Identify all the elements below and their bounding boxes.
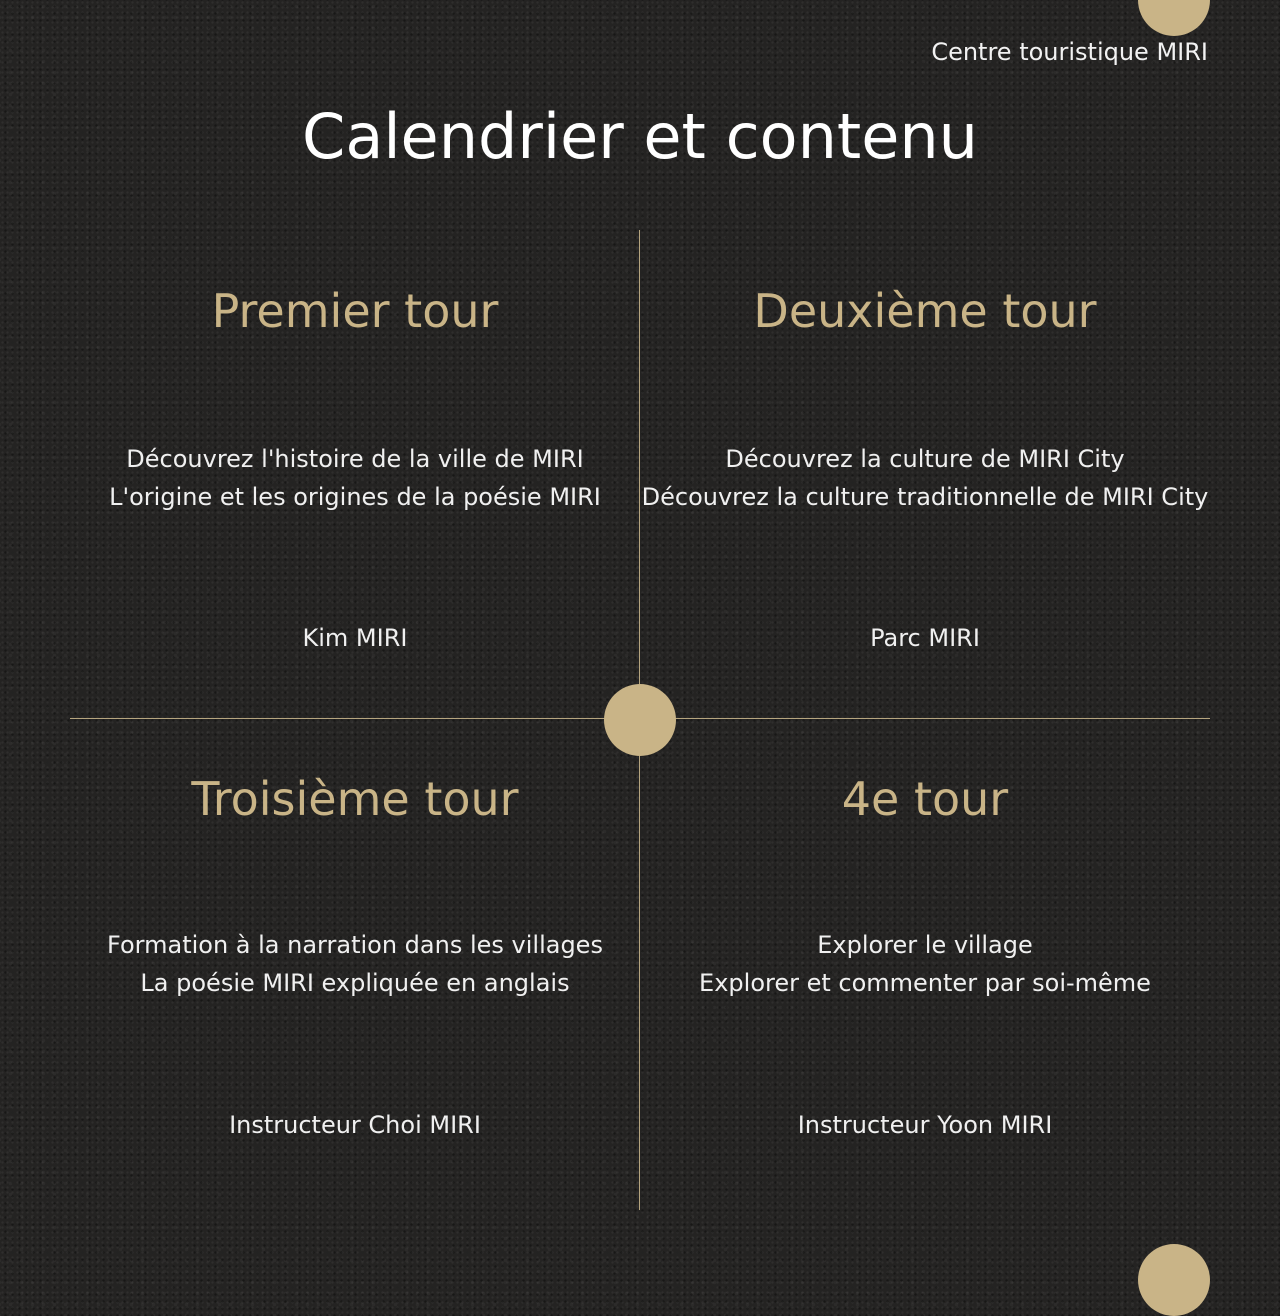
tour-heading: Premier tour	[211, 284, 499, 338]
tour-description-line: Découvrez la culture traditionnelle de MIRI City	[641, 483, 1209, 511]
tour-3-instructor	[70, 1111, 640, 1139]
tour-instructor: Kim MIRI	[302, 624, 408, 652]
tour-1-description	[70, 440, 640, 516]
tour-4-instructor	[640, 1111, 1210, 1139]
tour-description-line: Formation à la narration dans les villages	[107, 931, 603, 959]
page-title: Calendrier et contenu	[302, 100, 978, 173]
tour-description-line: Découvrez la culture de MIRI City	[725, 445, 1125, 473]
tour-description-line: Explorer le village	[817, 931, 1033, 959]
tour-1-heading	[70, 284, 640, 338]
tour-3-description	[70, 926, 640, 1002]
tour-heading: Troisième tour	[191, 772, 519, 826]
tour-heading: Deuxième tour	[753, 284, 1097, 338]
tour-description-line: Explorer et commenter par soi-même	[699, 969, 1151, 997]
tour-instructor: Instructeur Choi MIRI	[229, 1111, 481, 1139]
brand-name: Centre touristique MIRI	[931, 38, 1208, 66]
tour-description-line: Découvrez l'histoire de la ville de MIRI	[126, 445, 584, 473]
decorative-circle-bottom	[1138, 1244, 1210, 1316]
tour-4-description	[640, 926, 1210, 1002]
tour-heading: 4e tour	[841, 772, 1009, 826]
tour-instructor: Parc MIRI	[870, 624, 980, 652]
decorative-circle-top	[1138, 0, 1210, 36]
center-circle	[604, 684, 676, 756]
tour-description-line: L'origine et les origines de la poésie MIRI	[109, 483, 601, 511]
tour-2-description	[640, 440, 1210, 516]
tour-2-heading	[640, 284, 1210, 338]
tour-2-instructor	[640, 624, 1210, 652]
tour-4-heading	[640, 772, 1210, 826]
tour-3-heading	[70, 772, 640, 826]
tour-instructor: Instructeur Yoon MIRI	[797, 1111, 1053, 1139]
tour-1-instructor	[70, 624, 640, 652]
tour-description-line: La poésie MIRI expliquée en anglais	[140, 969, 570, 997]
